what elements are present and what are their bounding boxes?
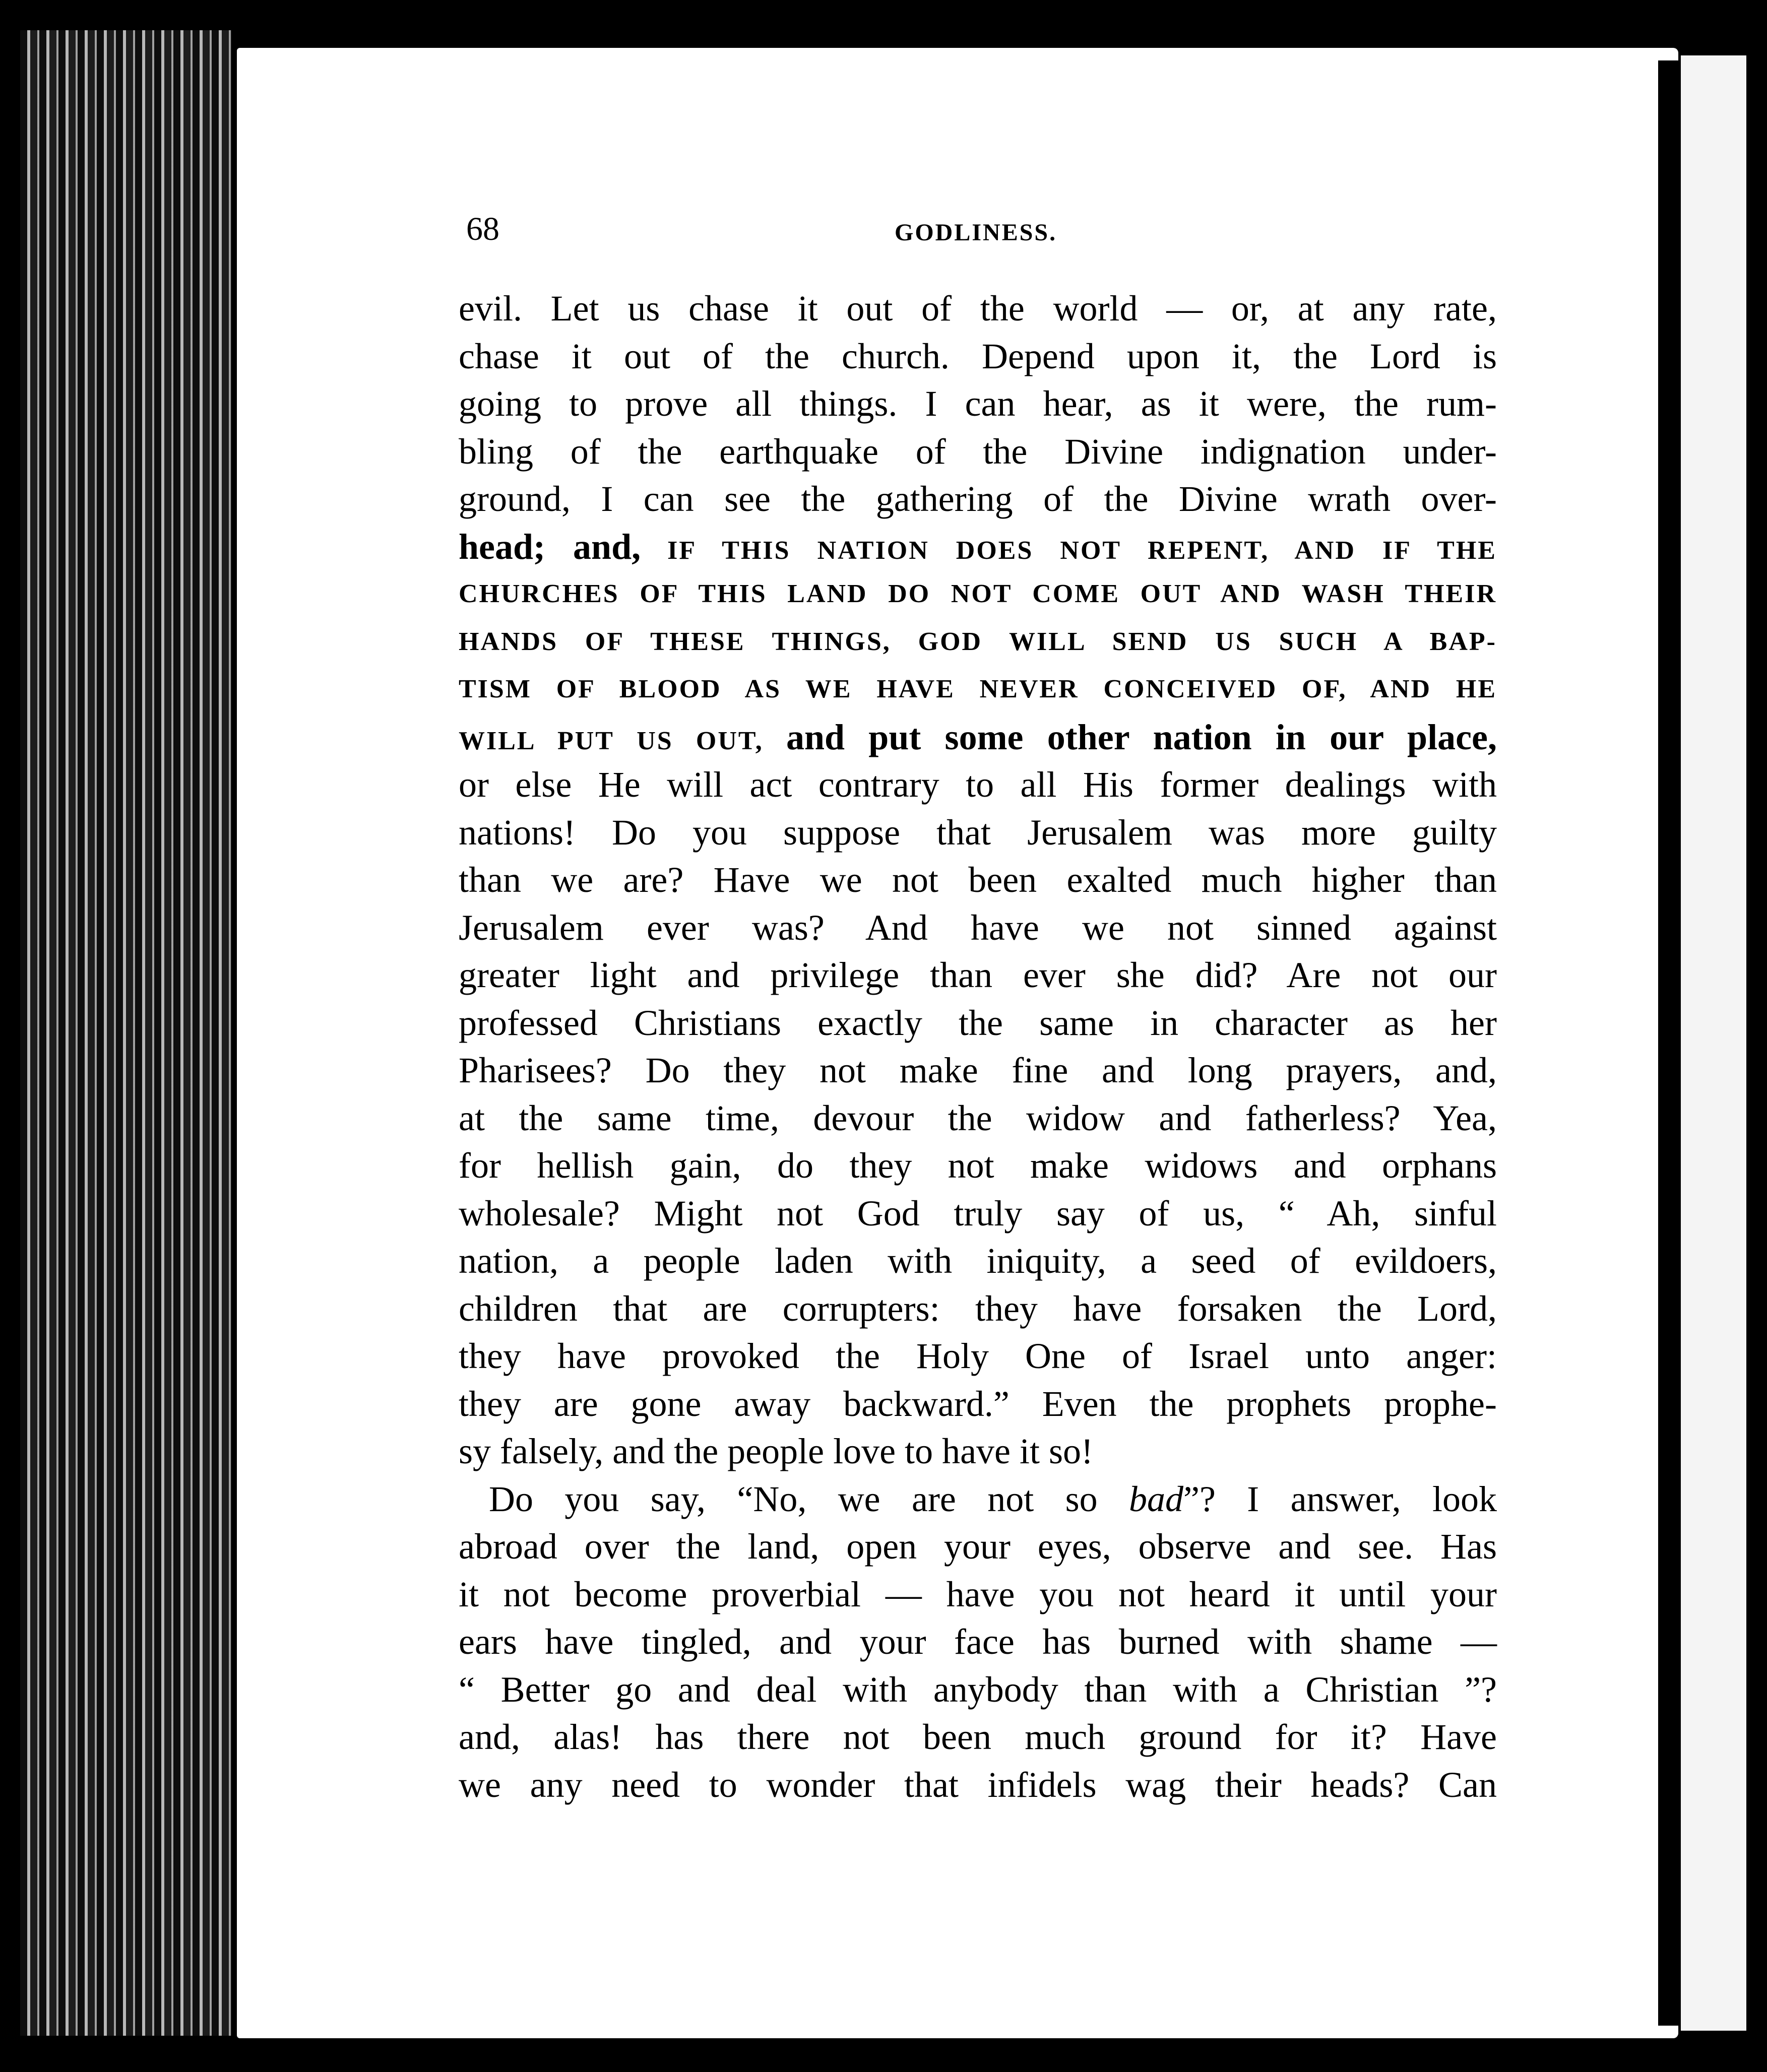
section-title: GODLINESS. — [895, 219, 1057, 246]
text-line: they are gone away backward.” Even the prophets prophe- — [459, 1383, 1497, 1424]
text-line: than we are? Have we not been exalted much higher than — [459, 860, 1497, 900]
text-line: Pharisees? Do they not make fine and long prayers, and, — [459, 1050, 1497, 1090]
text-line — [459, 523, 1497, 571]
body-text — [459, 285, 1497, 1808]
text-line: at the same time, devour the widow and fatherless? Yea, — [459, 1097, 1497, 1138]
running-head — [466, 207, 1076, 252]
italic-run: bad — [1129, 1478, 1183, 1519]
text-line: going to prove all things. I can hear, as it were, the rum- — [459, 383, 1497, 424]
text-line: nation, a people laden with iniquity, a seed of evildoers, — [459, 1241, 1497, 1281]
text-line: or else He will act contrary to all His former dealings with — [459, 764, 1497, 805]
text-line: it not become proverbial — have you not heard it until your — [459, 1574, 1497, 1614]
book-spine-shadow — [1658, 60, 1678, 2026]
text-line: “ Better go and deal with anybody than with a Christian ”? — [459, 1669, 1497, 1710]
emphasis-line: CHURCHES OF THIS LAND DO NOT COME OUT AND WASH THEIR — [459, 579, 1497, 608]
text-line: children that are corrupters: they have forsaken the Lord, — [459, 1288, 1497, 1329]
text-run: ”? I answer, look — [1183, 1478, 1497, 1519]
text-line — [459, 1475, 1497, 1523]
text-line: abroad over the land, open your eyes, observe and see. Has — [459, 1526, 1497, 1567]
text-line: sy falsely, and the people love to have it so! — [459, 1431, 1093, 1471]
text-line — [459, 714, 1497, 761]
text-line: bling of the earthquake of the Divine indignation under- — [459, 431, 1497, 472]
text-line: Jerusalem ever was? And have we not sinned against — [459, 907, 1497, 948]
text-run: and put some other nation in our place, — [786, 717, 1497, 757]
text-run: head; and, — [459, 526, 641, 567]
text-line: ground, I can see the gathering of the Divine wrath over- — [459, 479, 1497, 519]
book-page-edges — [20, 30, 232, 2036]
text-line: for hellish gain, do they not make widows and orphans — [459, 1145, 1497, 1186]
emphasis-line: HANDS OF THESE THINGS, GOD WILL SEND US SUCH A BAP- — [459, 627, 1497, 656]
text-line: evil. Let us chase it out of the world — or, at any rate, — [459, 288, 1497, 329]
page-number: 68 — [466, 211, 499, 247]
text-line: professed Christians exactly the same in character as her — [459, 1002, 1497, 1043]
text-line: and, alas! has there not been much ground for it? Have — [459, 1717, 1497, 1757]
emphasis-run: WILL PUT US OUT, — [459, 726, 764, 755]
text-line: wholesale? Might not God truly say of us, “ Ah, sinful — [459, 1193, 1497, 1234]
emphasis-line: TISM OF BLOOD AS WE HAVE NEVER CONCEIVED OF, AND HE — [459, 675, 1497, 703]
adjacent-page-edge — [1681, 55, 1746, 2031]
text-line: we any need to wonder that infidels wag their heads? Can — [459, 1764, 1497, 1805]
text-line: chase it out of the church. Depend upon it, the Lord is — [459, 336, 1497, 376]
text-run: Do you say, “No, we are not so — [489, 1478, 1098, 1519]
text-line: nations! Do you suppose that Jerusalem was more guilty — [459, 812, 1497, 853]
emphasis-run: IF THIS NATION DOES NOT REPENT, AND IF THE — [667, 536, 1497, 565]
text-line: they have provoked the Holy One of Israel unto anger: — [459, 1336, 1497, 1376]
text-line: ears have tingled, and your face has burned with shame — — [459, 1622, 1497, 1662]
text-line: greater light and privilege than ever she did? Are not our — [459, 955, 1497, 995]
